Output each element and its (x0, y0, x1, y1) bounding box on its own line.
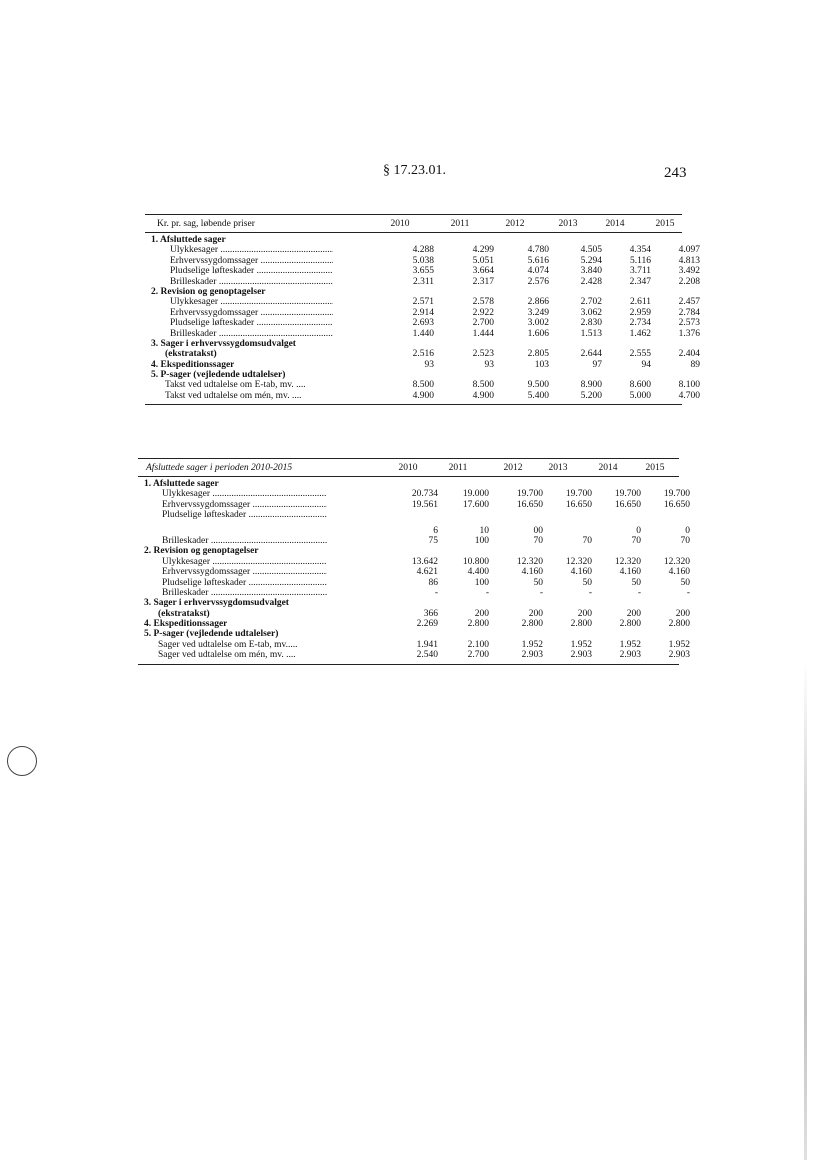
cell-value-2011: 200 (474, 608, 489, 619)
year-header: 2014 (598, 463, 618, 473)
cell-value-2012: 50 (533, 577, 543, 588)
cell-value-2012: 3.249 (527, 307, 549, 318)
scan-edge-shadow (804, 660, 807, 1160)
cell-value-2012: 200 (528, 608, 543, 619)
cell-value-2015: 70 (680, 535, 690, 546)
cell-value-2015: - (686, 587, 690, 598)
cell-value-2015: 16.650 (663, 499, 690, 510)
cell-value-2013: 2.800 (570, 619, 592, 630)
row-label-ulykkesager: Ulykkesager ..... (170, 245, 333, 255)
completed-cases-table (138, 458, 690, 665)
cell-value-2010: 2.311 (412, 276, 434, 287)
cell-value-2010: 4.900 (412, 390, 434, 401)
cell-value-2012: 1.606 (527, 328, 549, 339)
cell-value-2010: 86 (428, 577, 438, 588)
cell-value-2014: - (637, 587, 641, 598)
table-row (145, 297, 700, 308)
year-header: 2010 (398, 463, 418, 473)
cell-value-2014: 2.959 (629, 307, 651, 318)
table-header (138, 458, 679, 477)
cell-value-2012: 2.866 (527, 297, 549, 308)
cell-value-2011: 2.317 (472, 276, 494, 287)
cell-value-2010: 13.642 (411, 556, 438, 567)
row-label-2-revision-og-genoptagelser: 2. Revision og genoptagelser (144, 546, 259, 557)
year-header: 2015 (645, 463, 665, 473)
cell-value-2012: - (539, 587, 543, 598)
section-row (145, 339, 682, 349)
cell-value-2013: 3.062 (580, 307, 602, 318)
cell-value-2015: 1.376 (678, 328, 700, 339)
cell-value-2010: 5.038 (412, 255, 434, 266)
row-label-ulykkesager: Ulykkesager ..... (170, 297, 333, 307)
table-row (145, 349, 700, 360)
cell-value-2010: 4.621 (416, 567, 438, 578)
price-per-case-table (145, 214, 700, 405)
cell-value-2012: 2.800 (521, 619, 543, 630)
row-label-1-afsluttede-sager: 1. Afsluttede sager (144, 479, 219, 489)
cell-value-2014: 2.555 (629, 349, 651, 360)
row-label-brilleskader: Brilleskader ..... (162, 536, 327, 546)
year-header: 2014 (605, 219, 625, 229)
row-label-sager-ved-udtalelse-om-m-n-mv: Sager ved udtalelse om mén, mv. .... (158, 650, 296, 661)
cell-value-2011: 2.700 (467, 650, 489, 661)
cell-value-2012: 12.320 (516, 556, 543, 567)
cell-value-2010: 75 (428, 535, 438, 546)
year-header: 2011 (450, 219, 470, 229)
row-label-brilleskader: Brilleskader ..... (170, 329, 333, 339)
table-row (145, 390, 700, 401)
table-header (145, 214, 682, 233)
section-row (138, 629, 679, 639)
cell-value-2014: 2.903 (619, 650, 641, 661)
section-row (138, 598, 679, 608)
row-label-5-p-sager-vejledende-udtalelser: 5. P-sager (vejledende udtalelser) (151, 370, 286, 381)
cell-value-2015: 4.813 (678, 255, 700, 266)
row-label-3-sager-i-erhvervssygdomsudvalget: 3. Sager i erhvervssygdomsudvalget (151, 338, 296, 349)
cell-value-2014: 200 (626, 608, 641, 619)
section-row (145, 359, 700, 370)
cell-value-2014: 2.347 (629, 276, 651, 287)
cell-value-2011: 10 (479, 525, 489, 536)
cell-value-2010: 366 (423, 608, 438, 619)
year-header: 2013 (558, 219, 578, 229)
cell-value-2012: 2.576 (527, 276, 549, 287)
cell-value-2011: 4.400 (467, 567, 489, 578)
cell-value-2010: 4.288 (412, 245, 434, 256)
table-row (138, 608, 690, 619)
row-label-brilleskader: Brilleskader ..... (170, 277, 333, 287)
cell-value-2012: 4.074 (527, 266, 549, 277)
cell-value-2011: 93 (484, 359, 494, 370)
cell-value-2010: 2.540 (416, 650, 438, 661)
cell-value-2014: 19.700 (614, 489, 641, 500)
cell-value-2013: 1.513 (580, 328, 602, 339)
cell-value-2015: 2.457 (678, 297, 700, 308)
cell-value-2011: 2.578 (472, 297, 494, 308)
row-label-takst-ved-udtalelse-om-m-n-mv: Takst ved udtalelse om mén, mv. .... (165, 390, 302, 401)
cell-value-2010: 2.571 (412, 297, 434, 308)
cell-value-2011: 19.000 (462, 489, 489, 500)
cell-value-2011: 1.444 (472, 328, 494, 339)
cell-value-2013: 2.903 (570, 650, 592, 661)
cell-value-2012: 00 (533, 525, 543, 536)
cell-value-2012: 4.160 (521, 567, 543, 578)
cell-value-2014: 2.734 (629, 318, 651, 329)
cell-value-2014: 2.800 (619, 619, 641, 630)
cell-value-2013: 1.952 (570, 639, 592, 650)
cell-value-2012: 1.952 (521, 639, 543, 650)
cell-value-2015: 4.160 (668, 567, 690, 578)
punch-hole (7, 746, 37, 776)
year-header: 2011 (448, 463, 468, 473)
cell-value-2014: 8.600 (629, 380, 651, 391)
cell-value-2015: 19.700 (663, 489, 690, 500)
section-row (138, 619, 690, 630)
cell-value-2011: - (485, 587, 489, 598)
cell-value-2010: 1.440 (412, 328, 434, 339)
cell-value-2011: 17.600 (462, 499, 489, 510)
table-row (138, 587, 690, 598)
row-label-pludselige-løfteskader: Pludselige løfteskader ..... (162, 510, 327, 520)
cell-value-2015: 4.700 (678, 390, 700, 401)
table-row (145, 245, 700, 256)
cell-value-2013: 4.160 (570, 567, 592, 578)
year-header: 2012 (505, 219, 525, 229)
cell-value-2011: 8.500 (472, 380, 494, 391)
cell-value-2010: - (434, 587, 438, 598)
year-header: 2013 (548, 463, 568, 473)
table-row (145, 255, 700, 266)
cell-value-2012: 70 (533, 535, 543, 546)
cell-value-2010: 2.693 (412, 318, 434, 329)
cell-value-2014: 1.952 (619, 639, 641, 650)
row-label-pludselige-løfteskader: Pludselige løfteskader ..... (162, 578, 327, 588)
cell-value-2013: 4.505 (580, 245, 602, 256)
cell-value-2013: - (588, 587, 592, 598)
cell-value-2015: 1.952 (668, 639, 690, 650)
cell-value-2012: 5.616 (527, 255, 549, 266)
cell-value-2015: 2.404 (678, 349, 700, 360)
table-row (138, 525, 690, 536)
row-label-erhvervssygdomssager: Erhvervssygdomssager ..... (162, 567, 327, 577)
cell-value-2015: 2.208 (678, 276, 700, 287)
cell-value-2011: 100 (474, 535, 489, 546)
cell-value-2010: 3.655 (412, 266, 434, 277)
cell-value-2010: 2.914 (412, 307, 434, 318)
cell-value-2015: 200 (675, 608, 690, 619)
cell-value-2011: 2.100 (467, 639, 489, 650)
cell-value-2011: 100 (474, 577, 489, 588)
cell-value-2011: 2.800 (467, 619, 489, 630)
cell-value-2014: 50 (631, 577, 641, 588)
cell-value-2012: 9.500 (527, 380, 549, 391)
year-header: 2010 (390, 219, 410, 229)
cell-value-2015: 4.097 (678, 245, 700, 256)
cell-value-2012: 103 (534, 359, 549, 370)
cell-value-2011: 2.922 (472, 307, 494, 318)
table-row (138, 567, 690, 578)
cell-value-2010: 1.941 (416, 639, 438, 650)
row-label-brilleskader: Brilleskader ..... (162, 588, 327, 598)
cell-value-2012: 4.780 (527, 245, 549, 256)
cell-value-2015: 2.800 (668, 619, 690, 630)
row-label-erhvervssygdomssager: Erhvervssygdomssager ..... (162, 500, 327, 510)
row-label-3-sager-i-erhvervssygdomsudvalget: 3. Sager i erhvervssygdomsudvalget (144, 598, 289, 609)
cell-value-2010: 19.561 (411, 499, 438, 510)
section-row (138, 546, 679, 556)
cell-value-2014: 16.650 (614, 499, 641, 510)
cell-value-2014: 70 (631, 535, 641, 546)
cell-value-2011: 3.664 (472, 266, 494, 277)
cell-value-2012: 2.903 (521, 650, 543, 661)
row-label-ekstratakst: (ekstratakst) (158, 608, 210, 619)
cell-value-2013: 16.650 (565, 499, 592, 510)
cell-value-2013: 5.294 (580, 255, 602, 266)
cell-value-2013: 8.900 (580, 380, 602, 391)
cell-value-2012: 19.700 (516, 489, 543, 500)
table-row (138, 510, 679, 520)
cell-value-2013: 5.200 (580, 390, 602, 401)
cell-value-2014: 2.611 (629, 297, 651, 308)
row-label-takst-ved-udtalelse-om-e-tab-mv: Takst ved udtalelse om E-tab, mv. .... (165, 380, 306, 391)
cell-value-2010: 2.516 (412, 349, 434, 360)
page-number: 243 (664, 165, 687, 181)
cell-value-2015: 50 (680, 577, 690, 588)
cell-value-2015: 12.320 (663, 556, 690, 567)
cell-value-2013: 50 (582, 577, 592, 588)
cell-value-2013: 70 (582, 535, 592, 546)
cell-value-2011: 2.523 (472, 349, 494, 360)
cell-value-2010: 6 (433, 525, 438, 536)
section-reference: § 17.23.01. (383, 163, 446, 178)
cell-value-2013: 2.830 (580, 318, 602, 329)
year-header: 2012 (503, 463, 523, 473)
cell-value-2014: 3.711 (629, 266, 651, 277)
cell-value-2015: 2.903 (668, 650, 690, 661)
table-row (138, 639, 690, 650)
table-caption: Afsluttede sager i perioden 2010-2015 (146, 463, 293, 473)
cell-value-2014: 5.116 (629, 255, 651, 266)
cell-value-2013: 2.428 (580, 276, 602, 287)
cell-value-2014: 0 (636, 525, 641, 536)
year-header: 2015 (655, 219, 675, 229)
cell-value-2010: 2.269 (416, 619, 438, 630)
cell-value-2013: 2.702 (580, 297, 602, 308)
row-label-5-p-sager-vejledende-udtalelser: 5. P-sager (vejledende udtalelser) (144, 629, 279, 640)
cell-value-2014: 12.320 (614, 556, 641, 567)
section-row (145, 235, 682, 245)
cell-value-2014: 4.160 (619, 567, 641, 578)
table-row (145, 328, 700, 339)
cell-value-2013: 97 (592, 359, 602, 370)
row-label-ulykkesager: Ulykkesager ..... (162, 489, 327, 499)
cell-value-2014: 4.354 (629, 245, 651, 256)
cell-value-2012: 16.650 (516, 499, 543, 510)
table-row (145, 266, 700, 277)
table-row (145, 318, 700, 329)
table-row (145, 380, 700, 391)
table-row (145, 276, 700, 287)
cell-value-2015: 3.492 (678, 266, 700, 277)
cell-value-2010: 20.734 (411, 489, 438, 500)
row-label-ekstratakst: (ekstratakst) (165, 349, 217, 360)
cell-value-2012: 5.400 (527, 390, 549, 401)
cell-value-2013: 12.320 (565, 556, 592, 567)
table-body (138, 477, 690, 665)
cell-value-2010: 8.500 (412, 380, 434, 391)
row-label-4-ekspeditionssager: 4. Ekspeditionssager (151, 359, 235, 370)
row-label-pludselige-løfteskader: Pludselige løfteskader ..... (170, 266, 333, 276)
cell-value-2014: 5.000 (629, 390, 651, 401)
row-label-ulykkesager: Ulykkesager ..... (162, 557, 327, 567)
cell-value-2013: 3.840 (580, 266, 602, 277)
section-row (145, 287, 682, 297)
cell-value-2011: 5.051 (472, 255, 494, 266)
cell-value-2015: 2.784 (678, 307, 700, 318)
cell-value-2012: 3.002 (527, 318, 549, 329)
cell-value-2012: 2.805 (527, 349, 549, 360)
cell-value-2013: 19.700 (565, 489, 592, 500)
table-row (138, 535, 690, 546)
row-label-pludselige-løfteskader: Pludselige løfteskader ..... (170, 318, 333, 328)
cell-value-2011: 2.700 (472, 318, 494, 329)
table-row (145, 307, 700, 318)
table-row (138, 556, 690, 567)
cell-value-2010: 93 (424, 359, 434, 370)
section-row (138, 479, 679, 489)
cell-value-2011: 4.299 (472, 245, 494, 256)
cell-value-2014: 1.462 (629, 328, 651, 339)
table-row (138, 499, 690, 510)
row-label-4-ekspeditionssager: 4. Ekspeditionssager (144, 619, 228, 630)
section-row (145, 370, 682, 380)
cell-value-2013: 200 (577, 608, 592, 619)
row-label-erhvervssygdomssager: Erhvervssygdomssager ..... (170, 308, 333, 318)
cell-value-2014: 94 (641, 359, 651, 370)
row-label-2-revision-og-genoptagelser: 2. Revision og genoptagelser (151, 286, 266, 297)
cell-value-2011: 4.900 (472, 390, 494, 401)
table-body (145, 233, 700, 405)
table-row (138, 489, 690, 500)
table-row (138, 650, 690, 661)
table-row (138, 577, 690, 588)
row-label-sager-ved-udtalelse-om-e-tab-mv: Sager ved udtalelse om E-tab, mv..... (158, 639, 298, 650)
row-label-1-afsluttede-sager: 1. Afsluttede sager (151, 235, 226, 245)
cell-value-2015: 89 (690, 359, 700, 370)
cell-value-2015: 2.573 (678, 318, 700, 329)
table-caption: Kr. pr. sag, løbende priser (157, 219, 255, 229)
cell-value-2013: 2.644 (580, 349, 602, 360)
cell-value-2011: 10.800 (462, 556, 489, 567)
cell-value-2015: 0 (685, 525, 690, 536)
row-label-erhvervssygdomssager: Erhvervssygdomssager ..... (170, 256, 333, 266)
cell-value-2015: 8.100 (678, 380, 700, 391)
